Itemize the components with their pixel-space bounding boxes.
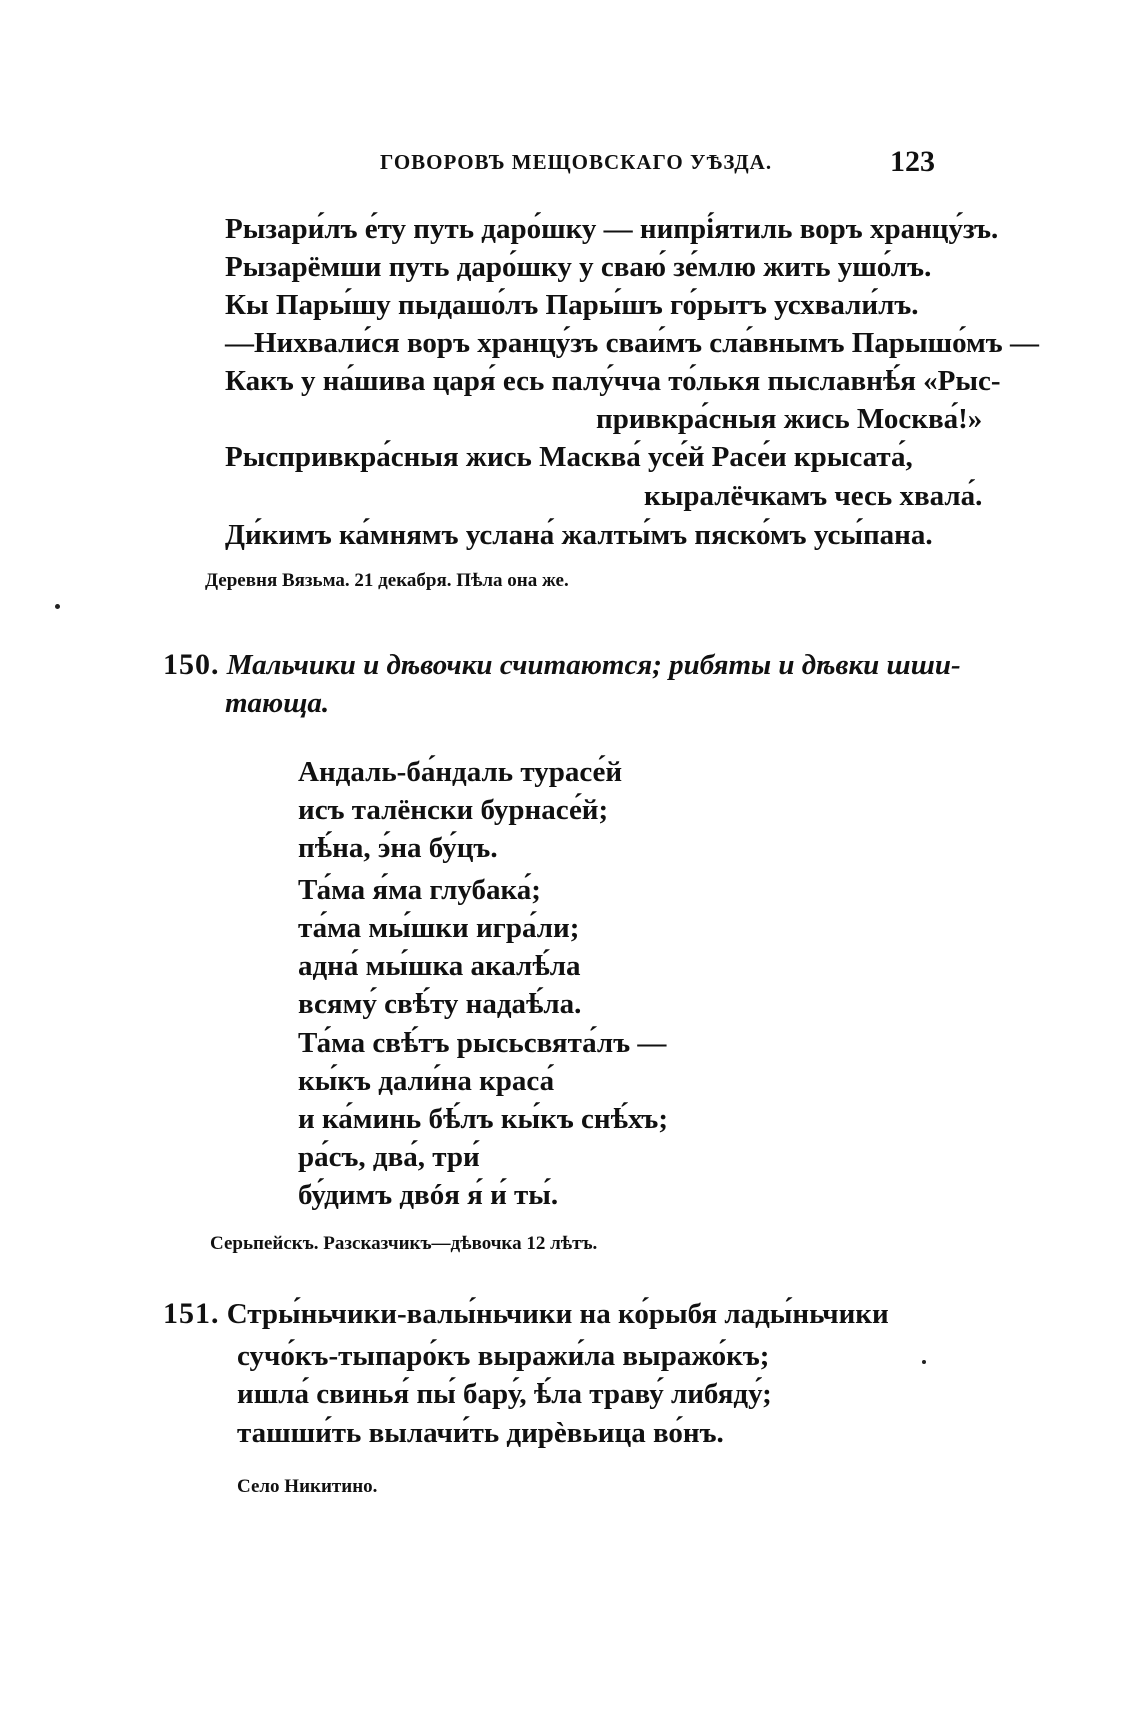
verse-line: бу́димъ двóя я́ и́ ты́. (298, 1179, 559, 1211)
section-150-heading (163, 648, 961, 682)
source-note: Серьпейскъ. Разсказчикъ—дѣвочка 12 лѣтъ. (210, 1233, 598, 1254)
verse-line: Та́ма я́ма глубака́; (298, 874, 541, 906)
verse-line: Рызари́лъ е́ту путь даро́шку — нипрі́ятиль воръ хранцу́зъ. (225, 213, 999, 245)
verse-line: —Нихвали́ся воръ хранцу́зъ сваи́мъ сла́внымъ Парышо́мъ — (225, 327, 1039, 359)
verse-line: Стры́ньчики-валы́ньчики на ко́рыбя лады́ньчики (226, 1298, 889, 1330)
source-note: Село Никитино. (237, 1476, 378, 1497)
verse-line: ишла́ свинья́ пы́ бару́, ѣ́ла траву́ либяду́; (237, 1378, 772, 1410)
verse-line: та́ма мы́шки игра́ли; (298, 912, 580, 944)
verse-line: Та́ма свѣ́тъ рысьсвята́лъ — (298, 1027, 667, 1059)
section-number: 150. (163, 648, 220, 681)
stray-mark (55, 604, 60, 609)
verse-line: Рыспривкра́сныя жись Масква́ усе́й Расе́и крысата́, (225, 441, 913, 473)
verse-line: ра́съ, два́, три́ (298, 1141, 480, 1173)
section-151-first-line (163, 1297, 889, 1331)
stray-mark (922, 1360, 926, 1364)
source-note: Деревня Вязьма. 21 декабря. Пѣла она же. (205, 570, 569, 591)
verse-line: Рызарёмши путь даро́шку у сваю́ зе́млю жить ушо́лъ. (225, 251, 932, 283)
verse-line: всяму́ свѣ́ту надаѣ́ла. (298, 988, 582, 1020)
verse-line: Андаль-ба́ндаль турасе́й (298, 756, 623, 788)
page-number: 123 (890, 145, 935, 178)
section-heading-text: тающа. (225, 687, 330, 719)
verse-line: адна́ мы́шка акалѣ́ла (298, 950, 581, 982)
verse-line: сучо́къ-тыпаро́къ выражи́ла выражо́къ; (237, 1340, 770, 1372)
verse-line: пѣ́на, э́на бу́цъ. (298, 832, 498, 864)
verse-line: ташши́ть вылачи́ть дирѐвьица во́нъ. (237, 1417, 724, 1449)
verse-line: Какъ у на́шива царя́ есь палу́чча то́лькя пыславнѣ́я «Рыс- (225, 365, 1001, 397)
verse-line: Ди́кимъ ка́мнямъ услана́ жалты́мъ пяско́мъ усы́пана. (225, 519, 933, 551)
section-number: 151. (163, 1297, 220, 1330)
verse-line: исъ талёнски бурнасе́й; (298, 794, 609, 826)
verse-line: привкра́сныя жись Москва́!» (596, 403, 983, 435)
verse-line: кы́къ дали́на краса́ (298, 1065, 555, 1097)
verse-line: и ка́минь бѣ́лъ кы́къ снѣ́хъ; (298, 1103, 668, 1135)
section-heading-text: Мальчики и дѣвочки считаются; рибяты и дѣвки шши- (226, 649, 961, 681)
verse-line: Кы Пары́шу пыдашо́лъ Пары́шъ го́рытъ усхвали́лъ. (225, 289, 919, 321)
running-title: ГОВОРОВЪ МЕЩОВСКАГО УѢЗДА. (380, 150, 773, 174)
verse-line: кыралёчкамъ чесь хвала́. (644, 480, 983, 512)
